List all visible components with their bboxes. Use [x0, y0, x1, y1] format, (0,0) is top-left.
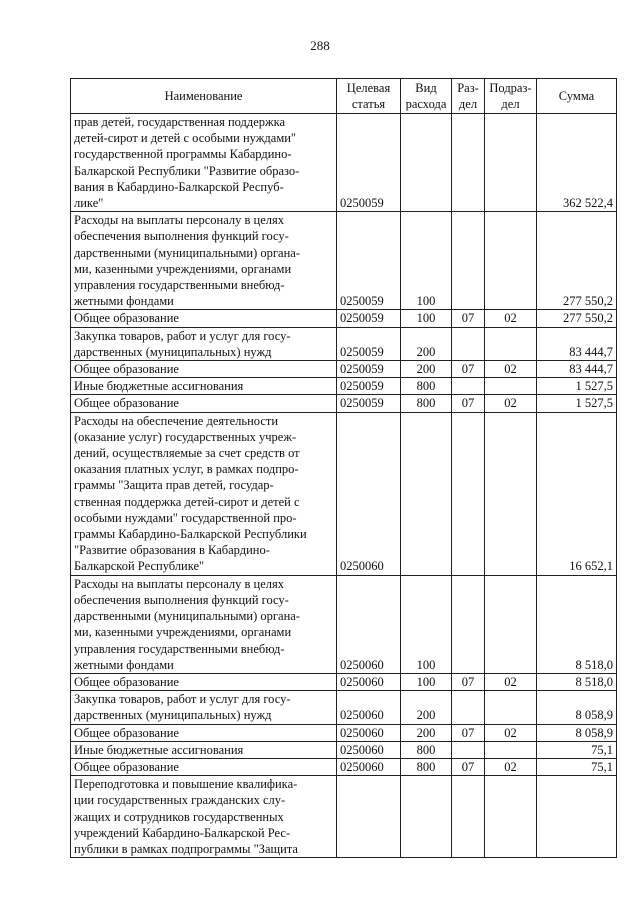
cell-expense-kind: 800 — [401, 378, 452, 395]
cell-target-article: 0250059 — [337, 378, 401, 395]
table-row — [71, 378, 617, 395]
cell-subsection: 02 — [485, 673, 537, 690]
cell-name: Общее образование — [71, 395, 337, 412]
cell-subsection — [485, 575, 537, 673]
cell-sum: 362 522,4 — [537, 114, 617, 212]
cell-sum: 75,1 — [537, 758, 617, 775]
cell-target-article: 0250060 — [337, 741, 401, 758]
cell-section — [452, 741, 485, 758]
header-expense-kind: Вид расхода — [401, 79, 452, 114]
header-sum: Сумма — [537, 79, 617, 114]
cell-section — [452, 776, 485, 858]
cell-section: 07 — [452, 395, 485, 412]
cell-subsection — [485, 327, 537, 360]
cell-subsection — [485, 212, 537, 310]
cell-subsection: 02 — [485, 724, 537, 741]
cell-subsection — [485, 114, 537, 212]
cell-sum: 16 652,1 — [537, 412, 617, 575]
cell-section: 07 — [452, 310, 485, 327]
cell-name: Расходы на выплаты персоналу в целях обеспечения выполнения функций госу- дарственными (муниципальными) органа- ми, казенными учреждениями, органами управления государственными внебюд- жетными фондами — [71, 212, 337, 310]
cell-name: Общее образование — [71, 758, 337, 775]
cell-subsection — [485, 412, 537, 575]
table-row — [71, 724, 617, 741]
cell-name: Иные бюджетные ассигнования — [71, 378, 337, 395]
cell-target-article — [337, 776, 401, 858]
table-row — [71, 212, 617, 310]
cell-section — [452, 575, 485, 673]
cell-sum: 8 518,0 — [537, 575, 617, 673]
cell-target-article: 0250060 — [337, 575, 401, 673]
cell-sum — [537, 776, 617, 858]
cell-target-article: 0250059 — [337, 212, 401, 310]
cell-sum: 1 527,5 — [537, 378, 617, 395]
cell-section — [452, 378, 485, 395]
cell-section — [452, 412, 485, 575]
cell-section — [452, 212, 485, 310]
cell-target-article: 0250060 — [337, 724, 401, 741]
cell-section — [452, 691, 485, 724]
table-row — [71, 361, 617, 378]
cell-expense-kind: 200 — [401, 691, 452, 724]
cell-sum: 75,1 — [537, 741, 617, 758]
cell-expense-kind: 200 — [401, 724, 452, 741]
cell-target-article: 0250059 — [337, 361, 401, 378]
cell-expense-kind: 800 — [401, 741, 452, 758]
page-number: 288 — [310, 38, 330, 53]
cell-expense-kind: 800 — [401, 395, 452, 412]
cell-name: Переподготовка и повышение квалифика- ции государственных гражданских слу- жащих и сотрудников государственных учреждений Кабардино-Балкарской Рес- публики в рамках подпрограммы "Защита — [71, 776, 337, 858]
cell-target-article: 0250059 — [337, 114, 401, 212]
budget-table — [70, 78, 617, 858]
cell-sum: 277 550,2 — [537, 212, 617, 310]
table-row — [71, 776, 617, 858]
cell-name: Расходы на обеспечение деятельности (оказание услуг) государственных учреж- дений, осуществляемые за счет средств от оказания платных услуг, в рамках подпро- граммы "Защита прав детей, государ- ственная поддержка детей-сирот и детей с особыми нуждами" государственной про- граммы Кабардино-Балкарской Республики "Развитие образования в Кабардино- Балкарской Республике" — [71, 412, 337, 575]
cell-subsection: 02 — [485, 361, 537, 378]
cell-target-article: 0250059 — [337, 327, 401, 360]
cell-sum: 8 518,0 — [537, 673, 617, 690]
cell-section: 07 — [452, 361, 485, 378]
cell-target-article: 0250060 — [337, 673, 401, 690]
cell-sum: 83 444,7 — [537, 327, 617, 360]
cell-subsection — [485, 378, 537, 395]
cell-sum: 8 058,9 — [537, 724, 617, 741]
cell-subsection — [485, 741, 537, 758]
table-header-row — [71, 79, 617, 114]
cell-name: Общее образование — [71, 310, 337, 327]
header-subsection: Подраз- дел — [485, 79, 537, 114]
table-row — [71, 758, 617, 775]
cell-target-article: 0250060 — [337, 691, 401, 724]
cell-sum: 1 527,5 — [537, 395, 617, 412]
cell-target-article: 0250059 — [337, 395, 401, 412]
table-row — [71, 575, 617, 673]
cell-section: 07 — [452, 673, 485, 690]
cell-expense-kind: 800 — [401, 758, 452, 775]
cell-section: 07 — [452, 724, 485, 741]
table-row — [71, 741, 617, 758]
cell-sum: 83 444,7 — [537, 361, 617, 378]
table-row — [71, 412, 617, 575]
table-row — [71, 395, 617, 412]
cell-sum: 8 058,9 — [537, 691, 617, 724]
cell-expense-kind: 200 — [401, 327, 452, 360]
cell-section — [452, 114, 485, 212]
cell-sum: 277 550,2 — [537, 310, 617, 327]
cell-expense-kind — [401, 776, 452, 858]
table-row — [71, 673, 617, 690]
cell-expense-kind: 100 — [401, 212, 452, 310]
cell-name: Закупка товаров, работ и услуг для госу- дарственных (муниципальных) нужд — [71, 691, 337, 724]
header-target-article: Целевая статья — [337, 79, 401, 114]
cell-subsection — [485, 776, 537, 858]
cell-target-article: 0250060 — [337, 412, 401, 575]
cell-subsection: 02 — [485, 310, 537, 327]
table-row — [71, 310, 617, 327]
cell-expense-kind: 200 — [401, 361, 452, 378]
cell-name: прав детей, государственная поддержка детей-сирот и детей с особыми нуждами" государственной программы Кабардино- Балкарской Республики "Развитие образо- вания в Кабардино-Балкарской Респуб- лике" — [71, 114, 337, 212]
cell-expense-kind — [401, 114, 452, 212]
cell-expense-kind: 100 — [401, 575, 452, 673]
cell-target-article: 0250060 — [337, 758, 401, 775]
cell-subsection: 02 — [485, 758, 537, 775]
cell-expense-kind: 100 — [401, 310, 452, 327]
cell-section: 07 — [452, 758, 485, 775]
cell-name: Иные бюджетные ассигнования — [71, 741, 337, 758]
cell-name: Расходы на выплаты персоналу в целях обеспечения выполнения функций госу- дарственными (муниципальными) органа- ми, казенными учреждениями, органами управления государственными внебюд- жетными фондами — [71, 575, 337, 673]
header-name: Наименование — [71, 79, 337, 114]
cell-subsection: 02 — [485, 395, 537, 412]
cell-section — [452, 327, 485, 360]
cell-expense-kind: 100 — [401, 673, 452, 690]
cell-target-article: 0250059 — [337, 310, 401, 327]
cell-subsection — [485, 691, 537, 724]
cell-expense-kind — [401, 412, 452, 575]
table-row — [71, 114, 617, 212]
cell-name: Общее образование — [71, 724, 337, 741]
cell-name: Общее образование — [71, 673, 337, 690]
table-row — [71, 691, 617, 724]
cell-name: Закупка товаров, работ и услуг для госу- дарственных (муниципальных) нужд — [71, 327, 337, 360]
table-row — [71, 327, 617, 360]
header-section: Раз- дел — [452, 79, 485, 114]
cell-name: Общее образование — [71, 361, 337, 378]
